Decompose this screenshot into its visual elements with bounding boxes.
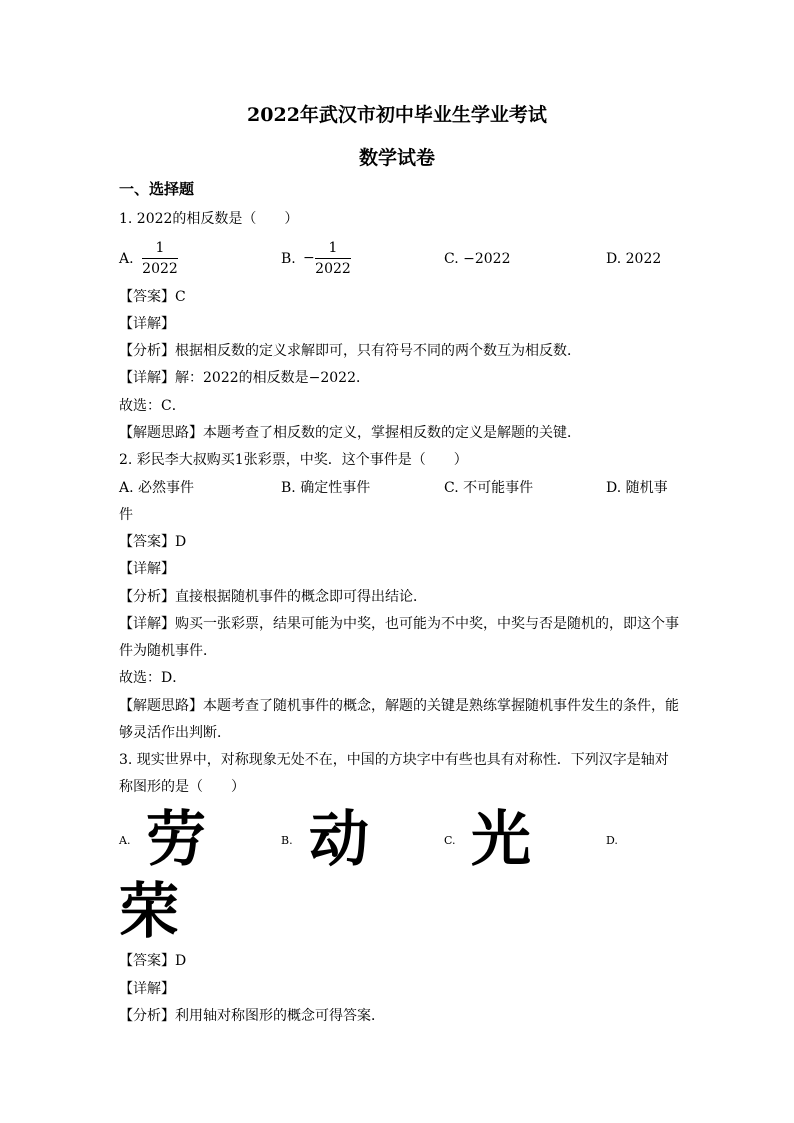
- q2-option-d: D. 随机事: [606, 480, 668, 496]
- q2-option-d-wrap: 件: [119, 507, 133, 523]
- fraction-bar: [315, 258, 351, 259]
- exam-subtitle: 数学试卷: [358, 147, 435, 169]
- q1-option-b-denominator: 2022: [315, 261, 351, 277]
- q3-option-a-character: 劳: [146, 805, 206, 875]
- q1-choice: 故选：C．: [119, 398, 186, 414]
- q1-option-b-sign: −: [303, 250, 315, 266]
- q1-option-b-fraction: [315, 239, 351, 278]
- q3-option-b-label: B.: [281, 834, 293, 847]
- q2-analysis: 【分析】直接根据随机事件的概念即可得出结论．: [119, 589, 427, 605]
- q1-detail: 【详解】解：2022的相反数是−2022．: [119, 370, 370, 386]
- q2-tip-line1: 【解题思路】本题考查了随机事件的概念，解题的关键是熟练掌握随机事件发生的条件，能: [119, 698, 679, 714]
- q3-analysis: 【分析】利用轴对称图形的概念可得答案．: [119, 1008, 385, 1024]
- q1-option-b-numerator: 1: [328, 240, 338, 256]
- q1-analysis: 【分析】根据相反数的定义求解即可，只有符号不同的两个数互为相反数．: [119, 343, 581, 359]
- fraction-bar: [142, 258, 178, 259]
- q2-stem: 2. 彩民李大叔购买1张彩票，中奖．这个事件是（ ）: [119, 452, 468, 468]
- q2-tip-line2: 够灵活作出判断．: [119, 725, 231, 741]
- q1-option-c: C. −2022: [444, 251, 511, 267]
- q3-option-b-character: 动: [309, 805, 369, 875]
- q2-option-a: A. 必然事件: [119, 480, 195, 496]
- q2-detail-line1: 【详解】购买一张彩票，结果可能为中奖，也可能为不中奖，中奖与否是随机的，即这个事: [119, 616, 679, 632]
- q1-answer: 【答案】C: [119, 289, 186, 305]
- exam-title: 2022年武汉市初中毕业生学业考试: [247, 104, 547, 126]
- q2-option-c: C. 不可能事件: [444, 480, 534, 496]
- q3-option-c-character: 光: [471, 805, 531, 875]
- q3-option-a-label: A.: [119, 834, 131, 847]
- q2-option-b: B. 确定性事件: [281, 480, 371, 496]
- q1-option-d: D. 2022: [606, 251, 662, 267]
- q1-option-a-fraction: [142, 239, 178, 278]
- q2-choice: 故选：D．: [119, 670, 187, 686]
- q3-option-d-label: D.: [606, 834, 618, 847]
- q1-option-a-denominator: 2022: [142, 261, 178, 277]
- q1-stem: 1. 2022的相反数是（ ）: [119, 211, 299, 227]
- q2-detail-header: 【详解】: [119, 561, 175, 577]
- q3-stem-line1: 3. 现实世界中，对称现象无处不在，中国的方块字中有些也具有对称性．下列汉字是轴对: [119, 752, 669, 768]
- q3-stem-line2: 称图形的是（ ）: [119, 779, 245, 795]
- q1-detail-header: 【详解】: [119, 316, 175, 332]
- q3-detail-header: 【详解】: [119, 981, 175, 997]
- q1-option-a-label: A.: [119, 251, 134, 267]
- q1-option-a-numerator: 1: [155, 240, 165, 256]
- q1-option-b-label: B.: [281, 251, 296, 267]
- section-heading: 一、选择题: [119, 180, 195, 198]
- q3-answer: 【答案】D: [119, 953, 187, 969]
- q2-detail-line2: 件为随机事件．: [119, 643, 217, 659]
- q1-tip: 【解题思路】本题考查了相反数的定义，掌握相反数的定义是解题的关键．: [119, 425, 581, 441]
- q3-option-c-label: C.: [444, 834, 456, 847]
- q2-answer: 【答案】D: [119, 534, 187, 550]
- q3-option-d-character: 荣: [119, 877, 179, 947]
